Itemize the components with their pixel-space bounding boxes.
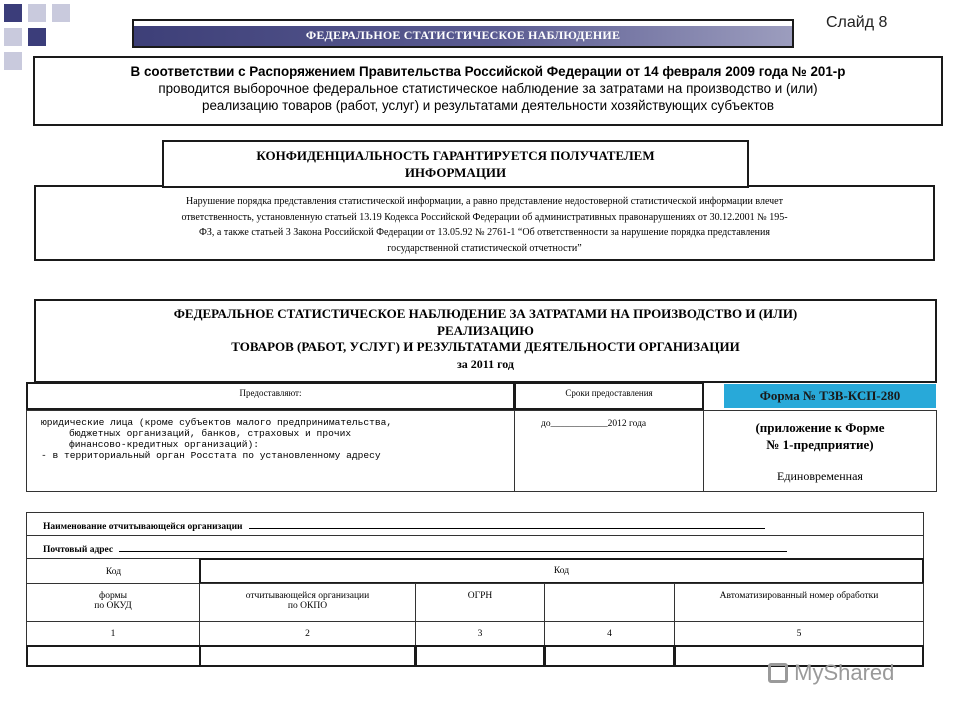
top-banner-title: ФЕДЕРАЛЬНОЕ СТАТИСТИЧЕСКОЕ НАБЛЮДЕНИЕ [305, 28, 621, 42]
form-number-badge: Форма № ТЗВ-КСП-280 [724, 384, 936, 408]
col-number-1: 1 [26, 621, 200, 646]
fed-line-3: ТОВАРОВ (РАБОТ, УСЛУГ) И РЕЗУЛЬТАТАМИ ДЕЯТЕЛЬНОСТИ ОРГАНИЗАЦИИ [231, 339, 740, 354]
col-4-header [544, 583, 675, 622]
input-col-4[interactable] [544, 645, 675, 667]
appendix-cell [703, 410, 937, 492]
confidentiality-box [162, 140, 749, 188]
postal-label: Почтовый адрес [43, 545, 114, 555]
fed-line-1: ФЕДЕРАЛЬНОЕ СТАТИСТИЧЕСКОЕ НАБЛЮДЕНИЕ ЗА ЗАТРАТАМИ НА ПРОИЗВОДСТВО И (ИЛИ) [173, 306, 798, 321]
confidentiality-line-2: ИНФОРМАЦИИ [404, 165, 507, 180]
decree-line-2: проводится выборочное федеральное статистическое наблюдение за затратами на производство и (или) [158, 81, 818, 96]
submitters-line-3: финансово-кредитных организаций): [69, 439, 259, 450]
submitters-header: Предоставляют: [26, 382, 515, 410]
confidentiality-line-1: КОНФИДЕНЦИАЛЬНОСТЬ ГАРАНТИРУЕТСЯ ПОЛУЧАТЕЛЕМ [256, 148, 655, 163]
org-name-row [26, 512, 924, 536]
input-okud[interactable] [26, 645, 201, 667]
watermark-icon [768, 663, 788, 683]
fed-year: за 2011 год [456, 356, 515, 371]
violation-line-2: ответственность, установленную статьей 13.19 Кодекса Российской Федерации об административных правонарушениях от 30.12.2001 № 195- [181, 211, 788, 223]
federal-observation-title [34, 299, 937, 383]
col-okpo-header [199, 583, 416, 622]
watermark [768, 660, 938, 692]
submitters-cell [26, 410, 515, 492]
org-name-field[interactable] [249, 519, 765, 529]
org-name-label: Наименование отчитывающейся организации [43, 522, 243, 532]
top-banner [132, 19, 794, 48]
col-number-4: 4 [544, 621, 675, 646]
input-okpo[interactable] [199, 645, 416, 667]
col-okpo-line-2: по ОКПО [287, 601, 328, 611]
deadline-value: до____________2012 года [541, 419, 647, 429]
col-number-2: 2 [199, 621, 416, 646]
col-number-3: 3 [415, 621, 545, 646]
code-left-cell: Код [26, 558, 201, 584]
violation-line-4: государственной статистической отчетности” [387, 242, 582, 254]
col-number-5: 5 [674, 621, 924, 646]
postal-field[interactable] [119, 542, 787, 552]
appendix-line-2: № 1-предприятие) [766, 437, 874, 452]
postal-row [26, 535, 924, 559]
code-right-cell: Код [199, 558, 924, 584]
col-auto-number-header: Автоматизированный номер обработки [674, 583, 924, 622]
fed-line-2: РЕАЛИЗАЦИЮ [437, 322, 534, 338]
decree-line-1: В соответствии с Распоряжением Правительства Российской Федерации от 14 февраля 2009 года № 201-р [130, 64, 846, 79]
deadline-cell [514, 410, 704, 492]
col-okpo-line-1: отчитывающейся организации [245, 591, 370, 601]
violation-notice [34, 185, 935, 261]
col-ogrn-header: ОГРН [415, 583, 545, 622]
submitters-line-4: - в территориальный орган Росстата по установленному адресу [41, 450, 381, 461]
violation-line-3: ФЗ, а также статьей 3 Закона Российской Федерации от 13.05.92 № 2761-1 “Об ответственности за нарушение порядка представления [199, 227, 770, 238]
submitters-line-1: юридические лица (кроме субъектов малого предпринимательства, [41, 417, 393, 428]
watermark-text: MyShared [794, 660, 895, 685]
decree-line-3: реализацию товаров (работ, услуг) и результатами деятельности хозяйствующих субъектов [202, 98, 774, 113]
col-okud-line-1: формы [99, 591, 127, 601]
violation-line-1: Нарушение порядка представления статистической информации, а равно представление недостоверной статистической информации влечет [185, 196, 783, 207]
submitters-line-2: бюджетных организаций, банков, страховых и прочих [69, 428, 352, 439]
frequency-label: Единовременная [777, 469, 863, 483]
slide-number: Слайд 8 [826, 14, 888, 31]
input-ogrn[interactable] [415, 645, 545, 667]
appendix-line-1: (приложение к Форме [755, 420, 885, 435]
col-okud-header [26, 583, 200, 622]
col-okud-line-2: по ОКУД [94, 601, 132, 611]
decree-box [33, 56, 943, 126]
deadline-header: Сроки предоставления [514, 382, 704, 410]
